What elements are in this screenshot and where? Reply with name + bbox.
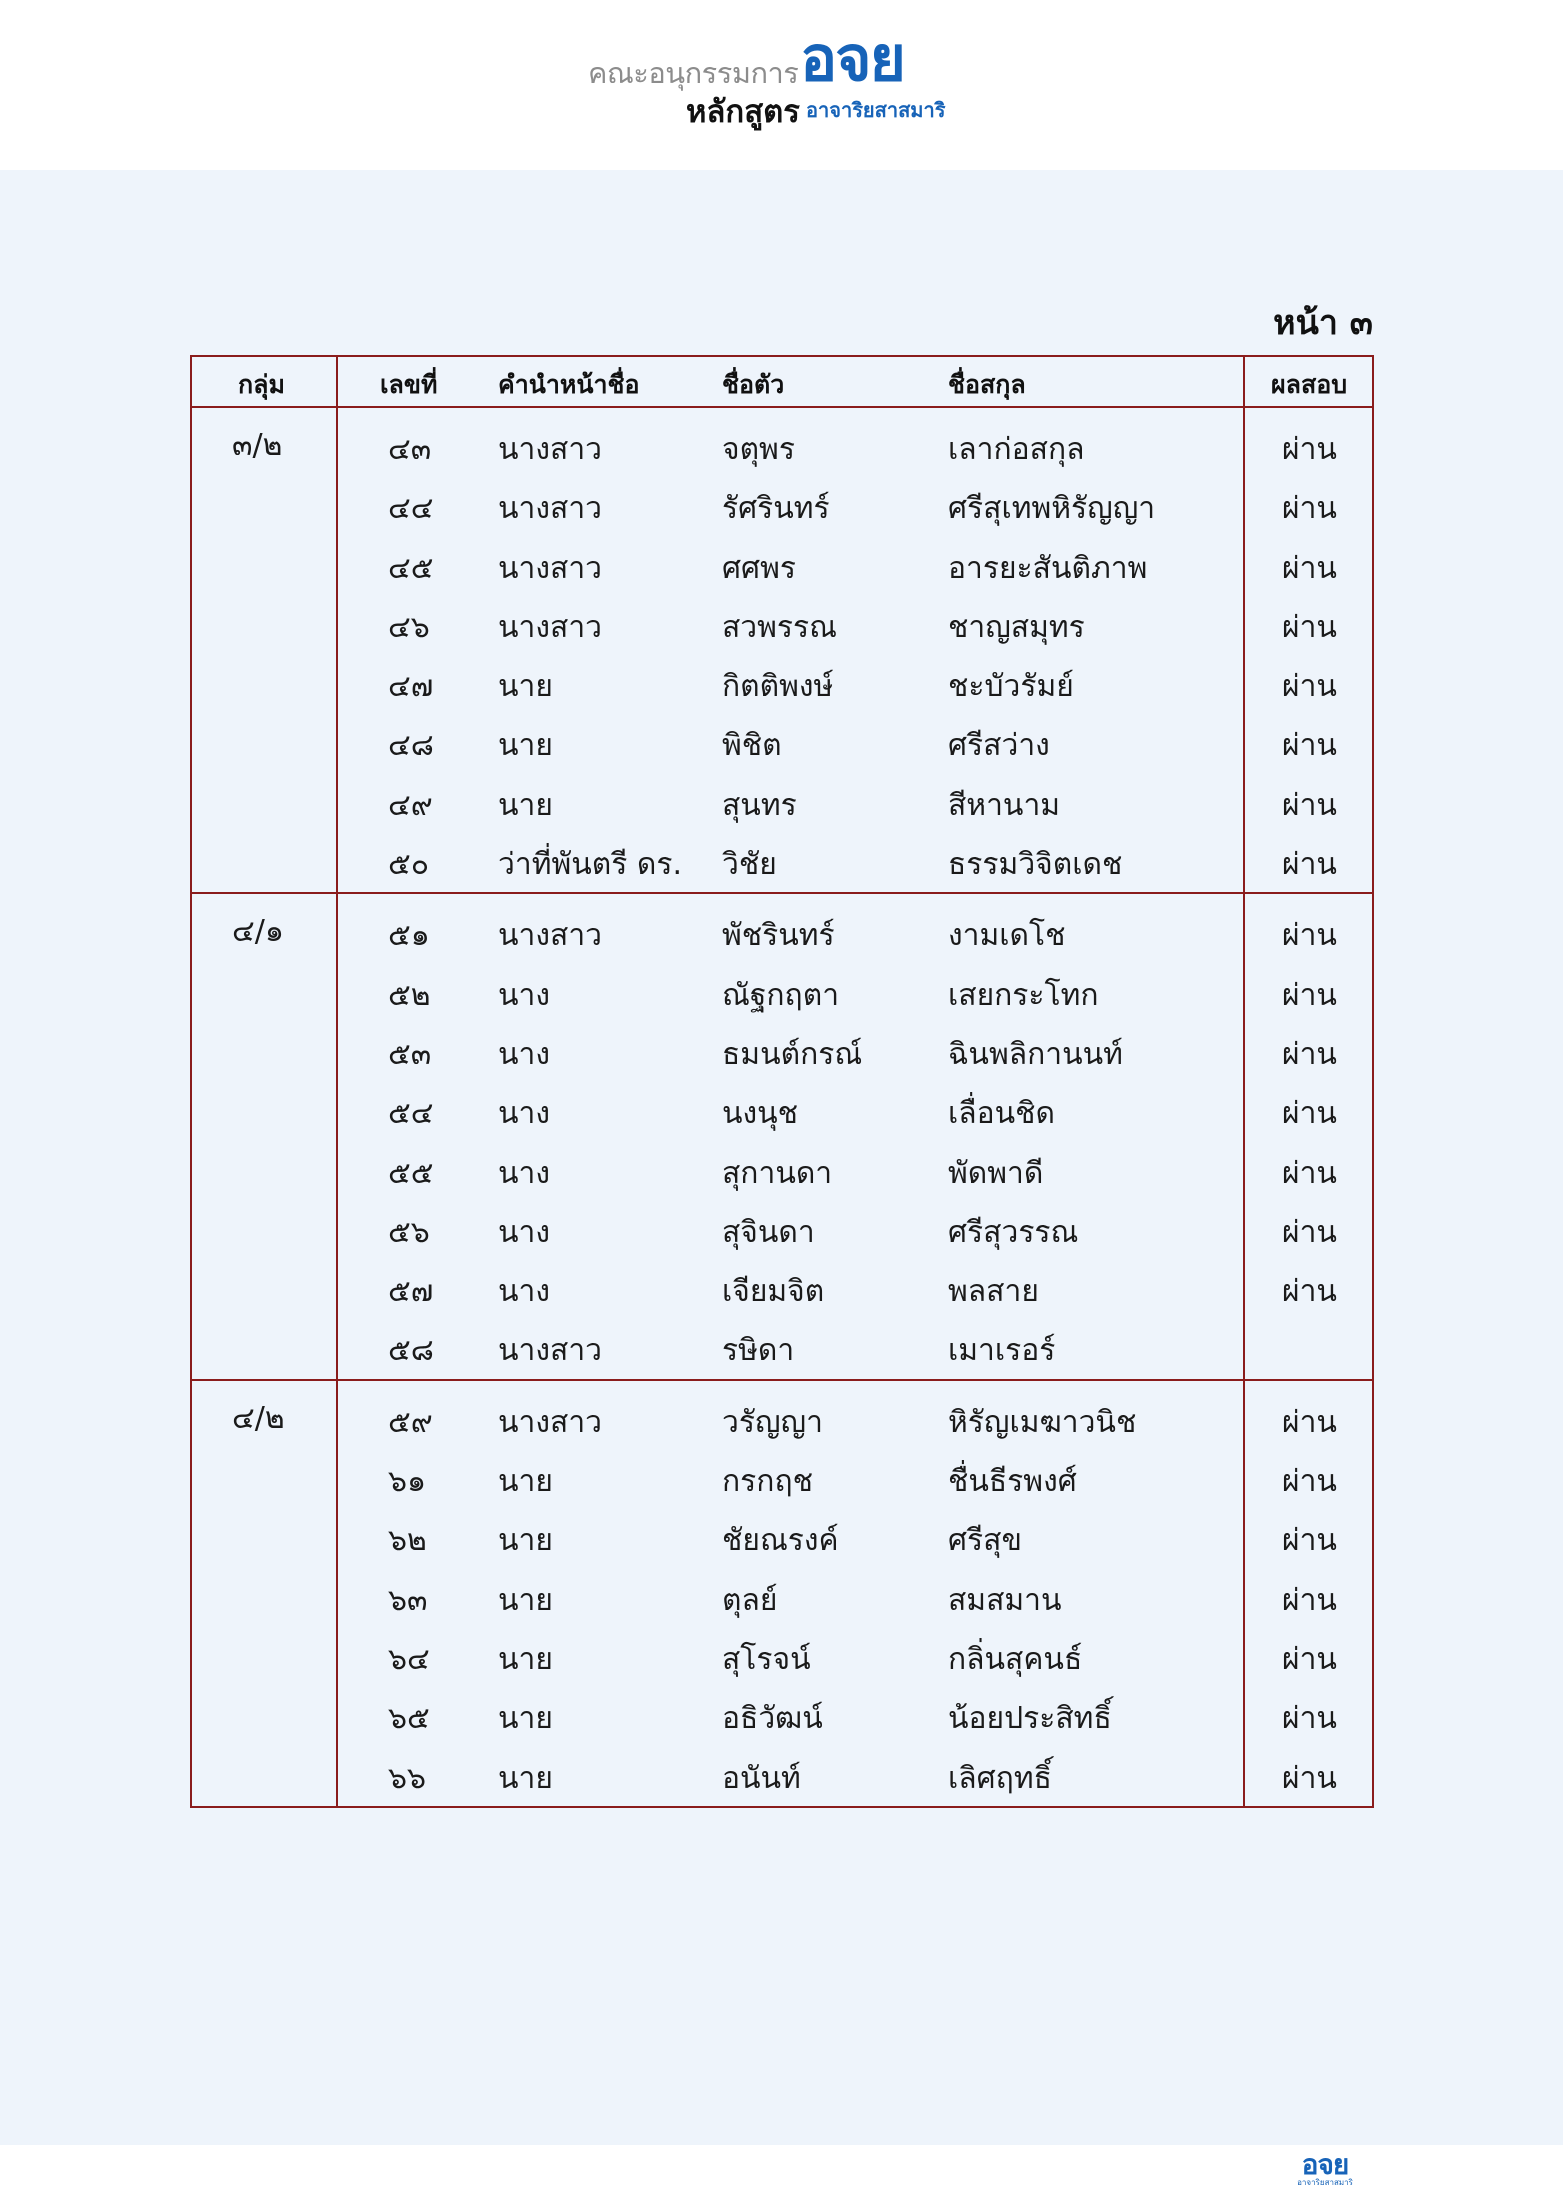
- table-row: [192, 653, 1372, 712]
- cell-first-name: พัชรินทร์: [722, 918, 835, 954]
- cell-prefix: นางสาว: [498, 609, 603, 645]
- cell-number: ๖๔: [388, 1641, 430, 1677]
- exam-results-table: [190, 355, 1374, 1808]
- cell-first-name: สุจินดา: [722, 1214, 815, 1250]
- cell-number: ๕๒: [388, 977, 431, 1013]
- cell-prefix: นาง: [498, 1096, 551, 1132]
- cell-first-name: สวพรรณ: [722, 609, 837, 645]
- cell-last-name: สีหานาม: [948, 787, 1061, 823]
- table-row: [192, 1140, 1372, 1199]
- table-row: [192, 1317, 1372, 1376]
- cell-number: ๕๘: [388, 1333, 434, 1369]
- cell-result: ผ่าน: [1282, 1701, 1337, 1737]
- cell-last-name: น้อยประสิทธิ์: [948, 1701, 1112, 1737]
- cell-number: ๕๔: [388, 1096, 434, 1132]
- cell-prefix: นาย: [498, 1464, 553, 1500]
- cell-prefix: นาย: [498, 728, 553, 764]
- cell-first-name: ชัยณรงค์: [722, 1523, 839, 1559]
- cell-last-name: เลาก่อสกุล: [948, 432, 1085, 467]
- cell-prefix: นาย: [498, 669, 553, 705]
- document-body: [0, 170, 1563, 2145]
- cell-first-name: กรกฤช: [722, 1464, 813, 1500]
- cell-prefix: นาง: [498, 977, 551, 1013]
- cell-result: ผ่าน: [1282, 669, 1337, 705]
- cell-last-name: ชะบัวรัมย์: [948, 669, 1074, 705]
- footer-logo-abbreviation: อจย: [1301, 2148, 1349, 2181]
- cell-number: ๖๑: [388, 1464, 427, 1500]
- cell-result: ผ่าน: [1282, 977, 1337, 1013]
- cell-prefix: นางสาว: [498, 550, 603, 586]
- cell-result: ผ่าน: [1282, 787, 1337, 823]
- header-prefix: คำนำหน้าชื่อ: [498, 370, 640, 399]
- cell-last-name: ศรีสุวรรณ: [948, 1214, 1079, 1250]
- cell-last-name: เลิศฤทธิ์: [948, 1760, 1052, 1796]
- cell-result: ผ่าน: [1282, 491, 1337, 527]
- cell-result: ผ่าน: [1282, 1582, 1337, 1618]
- cell-prefix: นางสาว: [498, 918, 603, 954]
- cell-prefix: นาง: [498, 1036, 551, 1072]
- cell-last-name: พัดพาดี: [948, 1155, 1044, 1191]
- table-header: [192, 357, 1372, 408]
- cell-prefix: นาย: [498, 1523, 553, 1559]
- page-number: หน้า ๓: [1273, 303, 1373, 343]
- cell-prefix: นาง: [498, 1214, 551, 1250]
- table-row: [192, 1507, 1372, 1566]
- cell-result: ผ่าน: [1282, 1036, 1337, 1072]
- cell-last-name: ชาญสมุทร: [948, 609, 1085, 645]
- cell-first-name: รษิดา: [722, 1333, 795, 1369]
- cell-result: ผ่าน: [1282, 1641, 1337, 1677]
- logo-subtitle: อาจาริยสาสมาริ: [806, 98, 946, 122]
- cell-result: ผ่าน: [1282, 918, 1337, 954]
- cell-result: ผ่าน: [1282, 1404, 1337, 1440]
- header-group: กลุ่ม: [238, 370, 285, 399]
- header-last-name: ชื่อสกุล: [948, 370, 1026, 399]
- cell-number: ๔๘: [388, 728, 434, 764]
- cell-last-name: ธรรมวิจิตเดช: [948, 847, 1123, 883]
- cell-last-name: ศรีสุเทพหิรัญญา: [948, 491, 1156, 527]
- cell-prefix: ว่าที่พันตรี ดร.: [498, 847, 683, 883]
- cell-last-name: เมาเรอร์: [948, 1333, 1056, 1369]
- cell-last-name: งามเดโช: [948, 918, 1066, 954]
- cell-last-name: อารยะสันติภาพ: [948, 550, 1148, 586]
- cell-number: ๖๒: [388, 1523, 427, 1559]
- cell-result: ผ่าน: [1282, 1523, 1337, 1559]
- cell-last-name: หิรัญเมฆาวนิช: [948, 1404, 1137, 1440]
- table-row: [192, 475, 1372, 534]
- cell-number: ๖๕: [388, 1701, 430, 1737]
- cell-result: ผ่าน: [1282, 1464, 1337, 1500]
- cell-first-name: จตุพร: [722, 432, 795, 467]
- table-row: [192, 594, 1372, 653]
- cell-result: ผ่าน: [1282, 1214, 1337, 1250]
- table-row: [192, 535, 1372, 594]
- table-row: [192, 712, 1372, 771]
- cell-number: ๕๓: [388, 1036, 432, 1072]
- cell-number: ๕๙: [388, 1404, 433, 1440]
- cell-prefix: นางสาว: [498, 1404, 603, 1440]
- cell-prefix: นาย: [498, 1641, 553, 1677]
- header-first-name: ชื่อตัว: [722, 370, 785, 399]
- footer-logo: [1290, 2148, 1360, 2187]
- cell-first-name: ธมนต์กรณ์: [722, 1036, 863, 1072]
- cell-first-name: วรัญญา: [722, 1404, 823, 1440]
- table-row: [192, 1448, 1372, 1507]
- cell-last-name: ศรีสว่าง: [948, 728, 1050, 764]
- page-footer: [0, 2145, 1563, 2211]
- table-row: [192, 1258, 1372, 1317]
- group-section: [192, 1381, 1372, 1806]
- cell-last-name: เสยกระโทก: [948, 977, 1099, 1013]
- cell-prefix: นาย: [498, 1701, 553, 1737]
- cell-result: ผ่าน: [1282, 609, 1337, 645]
- group-label: ๓/๒: [232, 428, 283, 463]
- table-row: [192, 962, 1372, 1021]
- cell-prefix: นาย: [498, 1760, 553, 1796]
- cell-last-name: เลื่อนชิด: [948, 1096, 1056, 1132]
- cell-number: ๔๖: [388, 609, 430, 645]
- cell-prefix: นาย: [498, 787, 553, 823]
- cell-prefix: นาง: [498, 1155, 551, 1191]
- cell-last-name: ศรีสุข: [948, 1523, 1022, 1559]
- table-row: [192, 1567, 1372, 1626]
- group-section: [192, 408, 1372, 894]
- cell-number: ๕๗: [388, 1274, 434, 1310]
- header-result: ผลสอบ: [1271, 370, 1348, 399]
- logo-abbreviation: อจย: [800, 22, 904, 95]
- cell-first-name: กิตติพงษ์: [722, 669, 834, 705]
- page-header: [0, 0, 1563, 170]
- table-row: [192, 1389, 1372, 1448]
- cell-first-name: ศศพร: [722, 550, 796, 586]
- cell-result: ผ่าน: [1282, 847, 1337, 883]
- table-row: [192, 831, 1372, 890]
- logo-committee-text: คณะอนุกรรมการ: [588, 56, 799, 90]
- cell-result: ผ่าน: [1282, 1274, 1337, 1310]
- cell-last-name: สมสมาน: [948, 1582, 1062, 1618]
- table-row: [192, 772, 1372, 831]
- cell-number: ๕๕: [388, 1155, 434, 1191]
- cell-first-name: นงนุช: [722, 1096, 799, 1132]
- cell-last-name: กลิ่นสุคนธ์: [948, 1641, 1083, 1677]
- cell-prefix: นาง: [498, 1274, 551, 1310]
- header-number: เลขที่: [380, 370, 438, 399]
- cell-first-name: ณัฐกฤตา: [722, 977, 840, 1013]
- cell-number: ๔๙: [388, 787, 433, 823]
- cell-number: ๔๓: [388, 432, 432, 467]
- cell-result: ผ่าน: [1282, 1155, 1337, 1191]
- table-row: [192, 416, 1372, 475]
- table-row: [192, 1080, 1372, 1139]
- cell-prefix: นางสาว: [498, 432, 603, 467]
- footer-logo-subtitle: อาจาริยสาสมาริ: [1297, 2178, 1353, 2187]
- cell-first-name: สุกานดา: [722, 1155, 833, 1191]
- cell-result: ผ่าน: [1282, 550, 1337, 586]
- cell-first-name: ตุลย์: [722, 1582, 778, 1618]
- cell-last-name: ชื่นธีรพงศ์: [948, 1464, 1077, 1500]
- logo-course-text: หลักสูตร: [686, 94, 800, 130]
- cell-number: ๔๗: [388, 669, 434, 705]
- table-row: [192, 1685, 1372, 1744]
- group-label: ๔/๑: [232, 914, 284, 950]
- table-row: [192, 1199, 1372, 1258]
- cell-number: ๔๕: [388, 550, 434, 586]
- cell-first-name: สุโรจน์: [722, 1641, 811, 1677]
- cell-first-name: พิชิต: [722, 728, 782, 764]
- group-section: [192, 894, 1372, 1380]
- cell-first-name: อธิวัฒน์: [722, 1701, 823, 1737]
- cell-number: ๕๐: [388, 847, 430, 883]
- cell-first-name: อนันท์: [722, 1760, 801, 1796]
- cell-prefix: นางสาว: [498, 491, 603, 527]
- table-row: [192, 1745, 1372, 1804]
- cell-result: ผ่าน: [1282, 432, 1337, 467]
- cell-first-name: เจียมจิต: [722, 1274, 825, 1310]
- table-row: [192, 1021, 1372, 1080]
- cell-prefix: นาย: [498, 1582, 553, 1618]
- committee-logo: [588, 22, 1008, 130]
- cell-number: ๕๖: [388, 1214, 430, 1250]
- cell-result: ผ่าน: [1282, 1760, 1337, 1796]
- cell-first-name: วิชัย: [722, 847, 777, 883]
- cell-last-name: พลสาย: [948, 1274, 1039, 1310]
- cell-number: ๔๔: [388, 491, 434, 527]
- table-row: [192, 1626, 1372, 1685]
- table-row: [192, 902, 1372, 961]
- cell-first-name: รัศรินทร์: [722, 491, 830, 527]
- cell-result: ผ่าน: [1282, 728, 1337, 764]
- cell-result: ผ่าน: [1282, 1096, 1337, 1132]
- cell-number: ๕๑: [388, 918, 430, 954]
- group-label: ๔/๒: [232, 1400, 285, 1436]
- cell-last-name: ฉินพลิกานนท์: [948, 1036, 1123, 1072]
- cell-prefix: นางสาว: [498, 1333, 603, 1369]
- cell-first-name: สุนทร: [722, 787, 797, 823]
- cell-number: ๖๖: [388, 1760, 427, 1796]
- cell-number: ๖๓: [388, 1582, 428, 1618]
